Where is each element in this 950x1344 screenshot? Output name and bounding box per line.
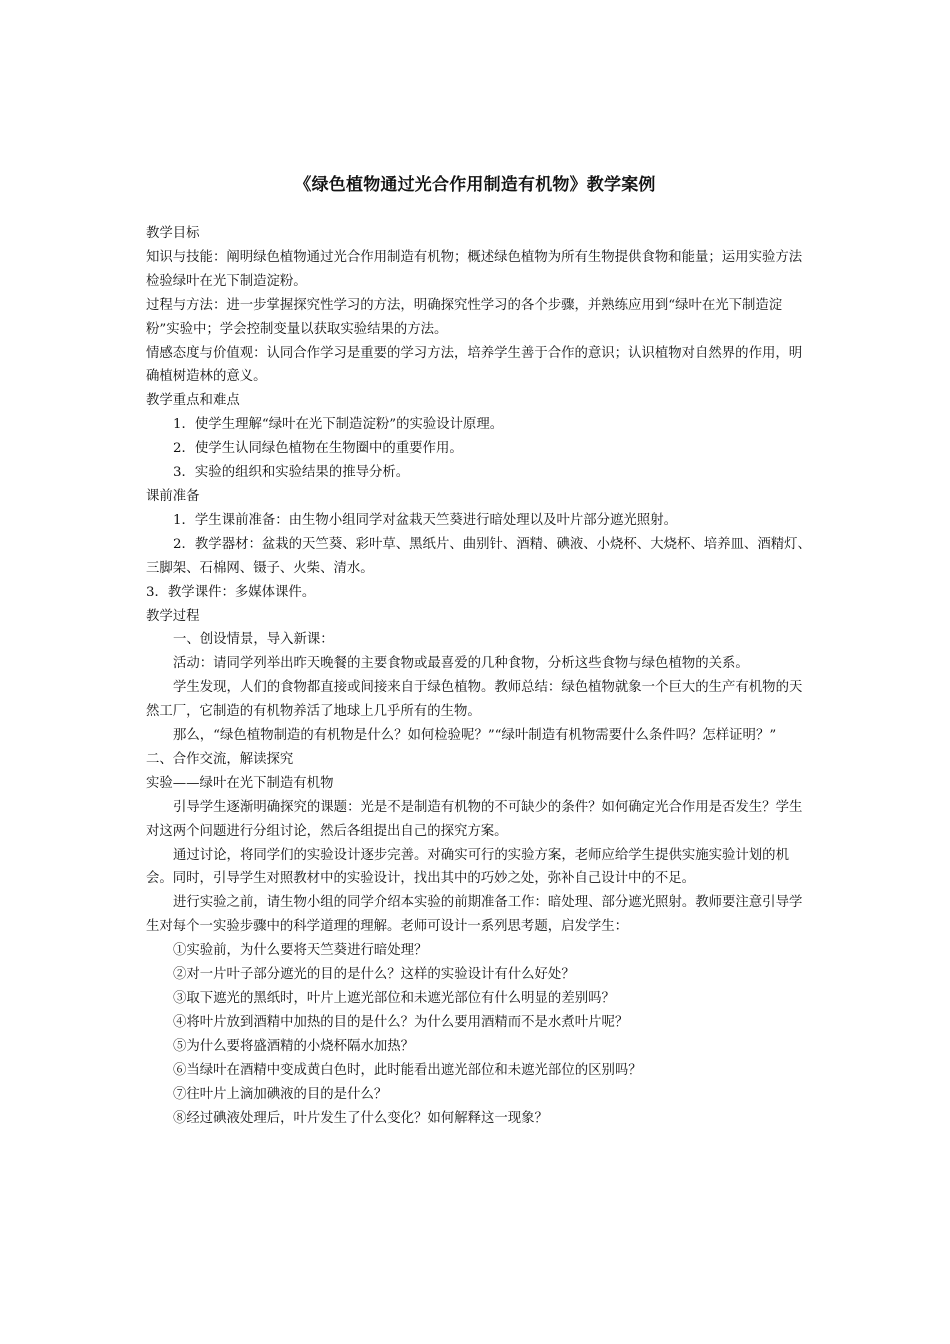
paragraph: 通过讨论，将同学们的实验设计逐步完善。对确实可行的实验方案，老师应给学生提供实施实验计划的机会。同时，引导学生对照教材中的实验设计，找出其中的巧妙之处，弥补自己设计中的不足。 <box>146 847 789 887</box>
paragraph: ④将叶片放到酒精中加热的目的是什么？为什么要用酒精而不是水煮叶片呢？ <box>173 1014 629 1030</box>
paragraph: 实验——绿叶在光下制造有机物 <box>146 775 334 791</box>
document-body <box>146 222 812 1130</box>
paragraph: 3．实验的组织和实验结果的推导分析。 <box>173 465 410 481</box>
paragraph: 那么，“绿色植物制造的有机物是什么？如何检验呢？”“绿叶制造有机物需要什么条件吗？怎样证明？” <box>173 728 777 744</box>
paragraph: ①实验前，为什么要将天竺葵进行暗处理？ <box>173 943 428 959</box>
document-title: 《绿色植物通过光合作用制造有机物》教学案例 <box>294 175 656 195</box>
paragraph: 知识与技能：阐明绿色植物通过光合作用制造有机物；概述绿色植物为所有生物提供食物和能量；运用实验方法检验绿叶在光下制造淀粉。 <box>146 249 803 289</box>
paragraph: 2．使学生认同绿色植物在生物圈中的重要作用。 <box>173 441 463 457</box>
paragraph: ⑥当绿叶在酒精中变成黄白色时，此时能看出遮光部位和未遮光部位的区别吗？ <box>173 1062 642 1078</box>
paragraph: ③取下遮光的黑纸时，叶片上遮光部位和未遮光部位有什么明显的差别吗？ <box>173 991 615 1006</box>
paragraph: 1．学生课前准备：由生物小组同学对盆栽天竺葵进行暗处理以及叶片部分遮光照射。 <box>173 512 677 528</box>
paragraph: 进行实验之前，请生物小组的同学介绍本实验的前期准备工作：暗处理、部分遮光照射。教师要注意引导学生对每个一实验步骤中的科学道理的理解。老师可设计一系列思考题，启发学生： <box>146 895 803 935</box>
paragraph: 活动：请同学列举出昨天晚餐的主要食物或最喜爱的几种食物，分析这些食物与绿色植物的关系。 <box>173 656 749 672</box>
paragraph: ⑧经过碘液处理后，叶片发生了什么变化？如何解释这一现象？ <box>173 1110 548 1126</box>
paragraph: 教学目标 <box>146 226 200 241</box>
paragraph: 教学重点和难点 <box>146 393 240 409</box>
paragraph: ②对一片叶子部分遮光的目的是什么？这样的实验设计有什么好处？ <box>173 967 575 983</box>
paragraph: 情感态度与价值观：认同合作学习是重要的学习方法，培养学生善于合作的意识；认识植物对自然界的作用，明确植树造林的意义。 <box>146 345 803 385</box>
paragraph: 课前准备 <box>146 488 200 504</box>
paragraph: 1．使学生理解“绿叶在光下制造淀粉”的实验设计原理。 <box>173 417 504 433</box>
paragraph: 引导学生逐渐明确探究的课题：光是不是制造有机物的不可缺少的条件？如何确定光合作用是否发生？学生对这两个问题进行分组讨论，然后各组提出自己的探究方案。 <box>146 799 803 839</box>
paragraph: ⑤为什么要将盛酒精的小烧杯隔水加热？ <box>173 1038 415 1054</box>
paragraph: 3．教学课件：多媒体课件。 <box>146 584 316 600</box>
paragraph: ⑦往叶片上滴加碘液的目的是什么？ <box>173 1086 388 1102</box>
paragraph: 教学过程 <box>146 608 200 624</box>
paragraph: 一、创设情景，导入新课： <box>173 632 334 648</box>
paragraph: 2．教学器材：盆栽的天竺葵、彩叶草、黑纸片、曲别针、酒精、碘液、小烧杯、大烧杯、培养皿、酒精灯、三脚架、石棉网、镊子、火柴、清水。 <box>146 536 811 576</box>
paragraph: 二、合作交流，解读探究 <box>146 751 294 767</box>
paragraph: 过程与方法：进一步掌握探究性学习的方法，明确探究性学习的各个步骤，并熟练应用到“绿叶在光下制造淀粉”实验中；学会控制变量以获取实验结果的方法。 <box>146 297 783 337</box>
paragraph: 学生发现，人们的食物都直接或间接来自于绿色植物。教师总结：绿色植物就象一个巨大的生产有机物的天然工厂，它制造的有机物养活了地球上几乎所有的生物。 <box>146 680 803 720</box>
